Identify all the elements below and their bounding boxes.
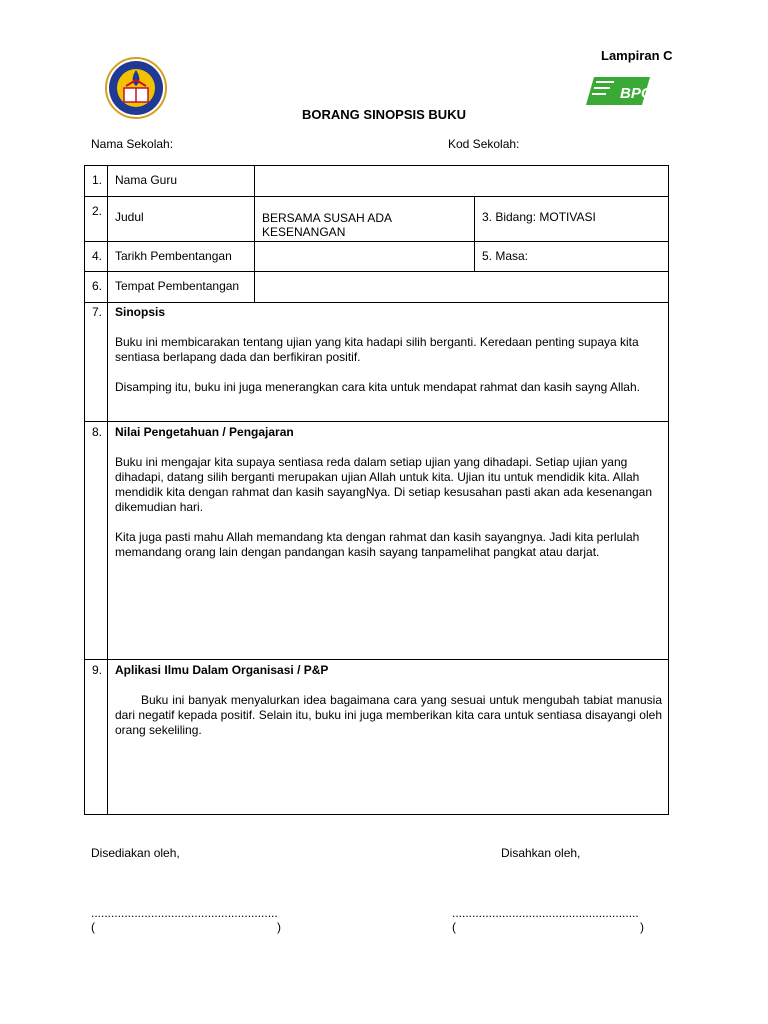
sinopsis-heading: Sinopsis	[115, 305, 166, 319]
row-tempat	[85, 272, 669, 303]
bpg-logo	[584, 74, 652, 108]
aplikasi-paragraph-1: Buku ini banyak menyalurkan idea bagaimana cara yang sesuai untuk mengubah tabiat manusia dari negatif kepada positif. Selain itu, buku ini juga memberikan kita cara untuk sentiasa disayangi oleh orang sekeliling.	[115, 693, 662, 737]
tempat-field[interactable]	[255, 272, 669, 303]
nilai-heading: Nilai Pengetahuan / Pengajaran	[115, 425, 294, 439]
row-tarikh	[85, 242, 669, 272]
nama-guru-field[interactable]	[255, 166, 669, 197]
judul-label: Judul	[108, 197, 255, 242]
tempat-label: Tempat Pembentangan	[108, 272, 255, 303]
bpg-logo-text: BPG	[620, 85, 652, 102]
nilai-paragraph-2: Kita juga pasti mahu Allah memandang kta dengan rahmat dan kasih sayangnya. Jadi kita perlulah memandang orang lain dengan pandangan kasih sayang tanpamelihat pangkat atau darjat.	[115, 530, 640, 559]
nama-sekolah-label: Nama Sekolah:	[91, 137, 174, 151]
name-bracket-open: (	[452, 920, 456, 934]
row-judul	[85, 197, 669, 242]
judul-value-line2: KESENANGAN	[262, 225, 346, 239]
nilai-section[interactable]	[108, 422, 669, 660]
row-number: 9.	[85, 660, 108, 815]
row-nama-guru	[85, 166, 669, 197]
tarikh-field[interactable]	[255, 242, 475, 272]
disahkan-label: Disahkan oleh,	[501, 846, 581, 860]
sinopsis-section[interactable]	[108, 303, 669, 422]
name-bracket-close: )	[277, 920, 281, 934]
lampiran-label: Lampiran C	[601, 48, 673, 63]
row-sinopsis	[85, 303, 669, 422]
signature-line-prepared[interactable]: ........................................................	[91, 906, 278, 920]
row-number: 2.	[85, 197, 108, 242]
judul-field[interactable]	[255, 197, 475, 242]
sinopsis-paragraph-2: Disamping itu, buku ini juga menerangkan cara kita untuk mendapat rahmat dan kasih sayng Allah.	[115, 380, 640, 394]
name-bracket-open: (	[91, 920, 95, 934]
row-number: 4.	[85, 242, 108, 272]
row-nilai	[85, 422, 669, 660]
aplikasi-section[interactable]	[108, 660, 669, 815]
bidang-field[interactable]: 3. Bidang: MOTIVASI	[475, 197, 669, 242]
name-bracket-close: )	[640, 920, 644, 934]
tarikh-label: Tarikh Pembentangan	[108, 242, 255, 272]
row-number: 6.	[85, 272, 108, 303]
nilai-paragraph-1: Buku ini mengajar kita supaya sentiasa reda dalam setiap ujian yang dihadapi. Setiap ujian yang dihadapi, datang silih berganti merupakan ujian Allah untuk kita. Ujian itu untuk mendidik kita. Allah mendidik kita dengan rahmat dan kasih sayangNya. Di setiap kesusahan pasti akan ada kesenangan dikemudian hari.	[115, 455, 653, 514]
kod-sekolah-label: Kod Sekolah:	[448, 137, 520, 151]
row-number: 8.	[85, 422, 108, 660]
sinopsis-paragraph-1: Buku ini membicarakan tentang ujian yang kita hadapi silih berganti. Keredaan penting supaya kita sentiasa berlapang dada dan berfikiran positif.	[115, 335, 639, 364]
masa-field[interactable]: 5. Masa:	[475, 242, 669, 272]
row-number: 1.	[85, 166, 108, 197]
signature-line-approved[interactable]: ........................................................	[452, 906, 639, 920]
row-number: 7.	[85, 303, 108, 422]
synopsis-form-table	[84, 165, 669, 815]
row-aplikasi	[85, 660, 669, 815]
nama-guru-label: Nama Guru	[108, 166, 255, 197]
disediakan-label: Disediakan oleh,	[91, 846, 180, 860]
judul-value-line1: BERSAMA SUSAH ADA	[262, 211, 393, 225]
aplikasi-heading: Aplikasi Ilmu Dalam Organisasi / P&P	[115, 663, 329, 677]
page-title: BORANG SINOPSIS BUKU	[302, 107, 466, 122]
